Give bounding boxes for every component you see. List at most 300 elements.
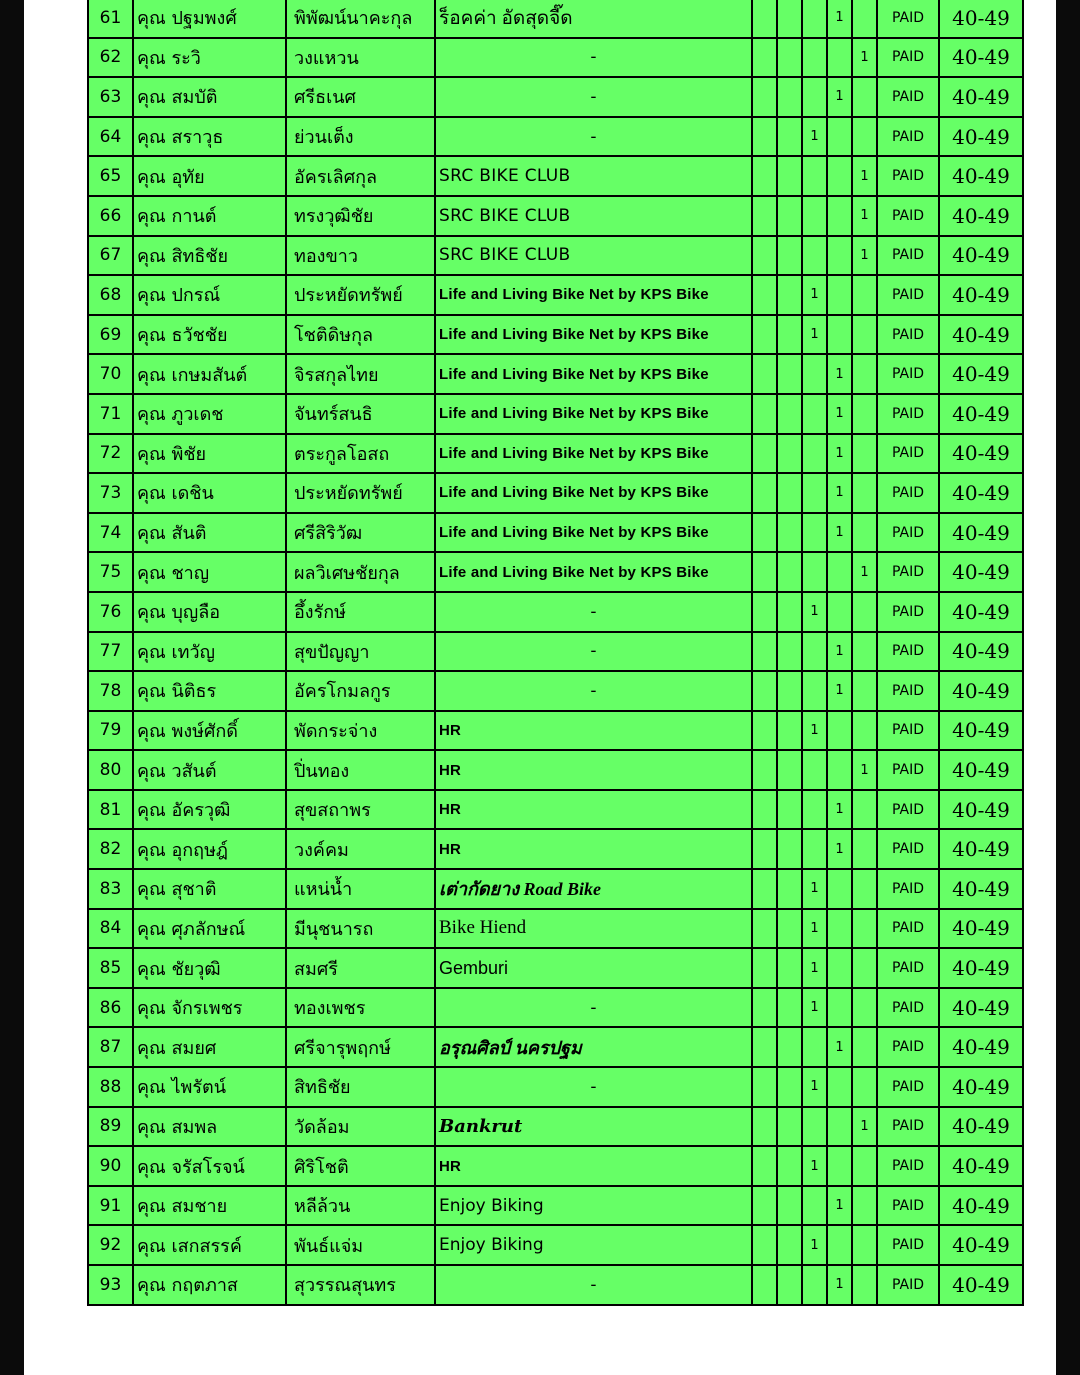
last-name: มีนุชนารถ [286,909,435,949]
row-number: 62 [88,38,133,78]
row-number: 65 [88,156,133,196]
payment-status: PAID [877,354,939,394]
category-cell [827,711,852,751]
payment-status: PAID [877,196,939,236]
category-cell [802,1186,827,1226]
last-name: ทองขาว [286,236,435,276]
team-name: - [435,38,752,78]
first-name: คุณ เทวัญ [133,632,286,672]
category-cell [852,1067,877,1107]
row-number: 72 [88,434,133,474]
age-group: 40-49 [939,0,1023,38]
payment-status: PAID [877,513,939,553]
team-name: Bike Hiend [435,909,752,949]
category-cell [752,1067,777,1107]
category-cell [777,315,802,355]
category-cell: 1 [852,156,877,196]
team-name: - [435,1067,752,1107]
category-cell [752,711,777,751]
category-cell [777,552,802,592]
first-name: คุณ อุกฤษฎ์ [133,829,286,869]
category-cell [777,790,802,830]
category-cell [752,77,777,117]
category-cell [827,236,852,276]
last-name: พัดกระจ่าง [286,711,435,751]
payment-status: PAID [877,0,939,38]
category-cell [802,513,827,553]
payment-status: PAID [877,473,939,513]
category-cell [852,513,877,553]
table-row [88,711,1023,751]
category-cell [827,988,852,1028]
payment-status: PAID [877,1107,939,1147]
payment-status: PAID [877,1027,939,1067]
first-name: คุณ เสกสรรค์ [133,1225,286,1265]
table-row [88,77,1023,117]
category-cell [777,1107,802,1147]
last-name: ทรงวุฒิชัย [286,196,435,236]
category-cell [802,156,827,196]
category-cell [852,1225,877,1265]
category-cell [752,671,777,711]
category-cell [777,671,802,711]
category-cell [752,1265,777,1305]
category-cell [752,196,777,236]
row-number: 81 [88,790,133,830]
table-row [88,315,1023,355]
payment-status: PAID [877,711,939,751]
category-cell: 1 [802,1146,827,1186]
category-cell [852,1186,877,1226]
category-cell [802,196,827,236]
last-name: สุวรรณสุนทร [286,1265,435,1305]
category-cell [777,988,802,1028]
age-group: 40-49 [939,434,1023,474]
category-cell: 1 [827,1186,852,1226]
category-cell [752,473,777,513]
age-group: 40-49 [939,473,1023,513]
table-row [88,1225,1023,1265]
category-cell [777,354,802,394]
team-name: - [435,592,752,632]
category-cell [777,1146,802,1186]
category-cell [752,434,777,474]
category-cell [752,1225,777,1265]
category-cell: 1 [852,750,877,790]
category-cell [777,1265,802,1305]
age-group: 40-49 [939,77,1023,117]
row-number: 89 [88,1107,133,1147]
category-cell: 1 [827,513,852,553]
payment-status: PAID [877,632,939,672]
payment-status: PAID [877,394,939,434]
category-cell: 1 [852,1107,877,1147]
category-cell [852,77,877,117]
first-name: คุณ กานต์ [133,196,286,236]
last-name: จันทร์สนธิ [286,394,435,434]
first-name: คุณ ปกรณ์ [133,275,286,315]
team-name: อรุณศิลป์ นครปฐม [435,1027,752,1067]
category-cell [802,0,827,38]
category-cell [777,909,802,949]
category-cell [852,1265,877,1305]
category-cell: 1 [802,1225,827,1265]
payment-status: PAID [877,236,939,276]
last-name: แหน่น้ำ [286,869,435,909]
category-cell [827,1146,852,1186]
category-cell: 1 [827,790,852,830]
last-name: ย่วนเต็ง [286,117,435,157]
row-number: 71 [88,394,133,434]
team-name: Life and Living Bike Net by KPS Bike [435,354,752,394]
last-name: สมศรี [286,948,435,988]
category-cell: 1 [827,632,852,672]
category-cell [802,1107,827,1147]
age-group: 40-49 [939,632,1023,672]
first-name: คุณ สมยศ [133,1027,286,1067]
category-cell: 1 [802,592,827,632]
row-number: 77 [88,632,133,672]
row-number: 84 [88,909,133,949]
row-number: 69 [88,315,133,355]
category-cell [752,38,777,78]
table-row [88,592,1023,632]
category-cell [777,434,802,474]
table-row [88,750,1023,790]
payment-status: PAID [877,1225,939,1265]
last-name: อึ้งรักษ์ [286,592,435,632]
team-name: SRC BIKE CLUB [435,196,752,236]
table-row [88,513,1023,553]
category-cell [852,394,877,434]
category-cell [852,829,877,869]
category-cell [752,354,777,394]
category-cell [777,592,802,632]
age-group: 40-49 [939,513,1023,553]
first-name: คุณ วสันต์ [133,750,286,790]
category-cell [852,592,877,632]
first-name: คุณ ภูวเดช [133,394,286,434]
category-cell [852,790,877,830]
table-row [88,38,1023,78]
category-cell [777,632,802,672]
age-group: 40-49 [939,711,1023,751]
category-cell [827,275,852,315]
category-cell [777,829,802,869]
category-cell [827,38,852,78]
age-group: 40-49 [939,1265,1023,1305]
payment-status: PAID [877,948,939,988]
payment-status: PAID [877,869,939,909]
last-name: โชติดิษกุล [286,315,435,355]
payment-status: PAID [877,117,939,157]
category-cell [827,750,852,790]
table-row [88,1107,1023,1147]
last-name: อัครโกมลกูร [286,671,435,711]
payment-status: PAID [877,1146,939,1186]
first-name: คุณ จักรเพชร [133,988,286,1028]
age-group: 40-49 [939,829,1023,869]
age-group: 40-49 [939,394,1023,434]
payment-status: PAID [877,909,939,949]
category-cell: 1 [827,394,852,434]
team-name: - [435,988,752,1028]
payment-status: PAID [877,315,939,355]
category-cell [752,117,777,157]
team-name: Life and Living Bike Net by KPS Bike [435,315,752,355]
last-name: ปิ่นทอง [286,750,435,790]
team-name: Life and Living Bike Net by KPS Bike [435,394,752,434]
first-name: คุณ สันติ [133,513,286,553]
category-cell: 1 [827,0,852,38]
payment-status: PAID [877,829,939,869]
team-name: Life and Living Bike Net by KPS Bike [435,513,752,553]
payment-status: PAID [877,1067,939,1107]
table-row [88,434,1023,474]
last-name: พิพัฒน์นาคะกุล [286,0,435,38]
last-name: ผลวิเศษชัยกุล [286,552,435,592]
age-group: 40-49 [939,1186,1023,1226]
category-cell: 1 [802,315,827,355]
row-number: 91 [88,1186,133,1226]
team-name: HR [435,829,752,869]
category-cell [777,156,802,196]
last-name: จิรสกุลไทย [286,354,435,394]
category-cell [777,38,802,78]
table-row [88,1067,1023,1107]
row-number: 66 [88,196,133,236]
row-number: 83 [88,869,133,909]
last-name: วงแหวน [286,38,435,78]
team-name: - [435,1265,752,1305]
age-group: 40-49 [939,275,1023,315]
category-cell [802,38,827,78]
age-group: 40-49 [939,869,1023,909]
age-group: 40-49 [939,1067,1023,1107]
category-cell: 1 [802,988,827,1028]
category-cell [852,275,877,315]
age-group: 40-49 [939,909,1023,949]
first-name: คุณ สมพล [133,1107,286,1147]
team-name: HR [435,711,752,751]
table-row [88,632,1023,672]
team-name: เต่ากัดยาง Road Bike [435,869,752,909]
first-name: คุณ บุญลือ [133,592,286,632]
table-row [88,988,1023,1028]
category-cell [777,1027,802,1067]
table-row [88,829,1023,869]
category-cell [852,1027,877,1067]
table-row [88,948,1023,988]
age-group: 40-49 [939,236,1023,276]
table-row [88,473,1023,513]
category-cell: 1 [802,948,827,988]
payment-status: PAID [877,592,939,632]
table-row [88,275,1023,315]
last-name: ศรีสิริวัฒ [286,513,435,553]
category-cell [852,473,877,513]
category-cell [852,671,877,711]
table-row [88,394,1023,434]
age-group: 40-49 [939,988,1023,1028]
category-cell [827,552,852,592]
table-row [88,552,1023,592]
category-cell: 1 [827,473,852,513]
age-group: 40-49 [939,354,1023,394]
row-number: 61 [88,0,133,38]
table-row [88,1186,1023,1226]
category-cell: 1 [827,77,852,117]
category-cell [827,1107,852,1147]
last-name: ประหยัดทรัพย์ [286,473,435,513]
category-cell [752,988,777,1028]
first-name: คุณ ปฐมพงศ์ [133,0,286,38]
category-cell [827,869,852,909]
first-name: คุณ สิทธิชัย [133,236,286,276]
row-number: 78 [88,671,133,711]
row-number: 88 [88,1067,133,1107]
category-cell [777,0,802,38]
payment-status: PAID [877,988,939,1028]
first-name: คุณ จรัสโรจน์ [133,1146,286,1186]
last-name: ตระกูลโอสถ [286,434,435,474]
category-cell [777,1067,802,1107]
first-name: คุณ เดชิน [133,473,286,513]
row-number: 93 [88,1265,133,1305]
row-number: 87 [88,1027,133,1067]
last-name: สิทธิชัย [286,1067,435,1107]
category-cell [777,196,802,236]
team-name: Enjoy Biking [435,1225,752,1265]
category-cell [752,0,777,38]
last-name: ประหยัดทรัพย์ [286,275,435,315]
first-name: คุณ สมชาย [133,1186,286,1226]
category-cell: 1 [852,552,877,592]
row-number: 76 [88,592,133,632]
category-cell [827,1225,852,1265]
first-name: คุณ ศุภลักษณ์ [133,909,286,949]
category-cell [777,711,802,751]
team-name: Enjoy Biking [435,1186,752,1226]
age-group: 40-49 [939,1225,1023,1265]
table-row [88,156,1023,196]
category-cell [827,909,852,949]
age-group: 40-49 [939,790,1023,830]
category-cell [752,513,777,553]
row-number: 74 [88,513,133,553]
category-cell [802,750,827,790]
first-name: คุณ สมบัติ [133,77,286,117]
payment-status: PAID [877,275,939,315]
category-cell [852,117,877,157]
category-cell [802,473,827,513]
category-cell [777,948,802,988]
category-cell [802,434,827,474]
category-cell [752,394,777,434]
row-number: 82 [88,829,133,869]
payment-status: PAID [877,750,939,790]
category-cell [777,513,802,553]
category-cell [752,315,777,355]
last-name: ศิริโชติ [286,1146,435,1186]
payment-status: PAID [877,1186,939,1226]
category-cell [752,1186,777,1226]
category-cell [852,909,877,949]
category-cell [852,1146,877,1186]
category-cell: 1 [827,1265,852,1305]
table-row [88,1146,1023,1186]
registration-table-body [88,0,1023,1305]
payment-status: PAID [877,790,939,830]
category-cell [777,1225,802,1265]
category-cell [752,1027,777,1067]
table-row [88,0,1023,38]
category-cell [777,869,802,909]
category-cell [827,948,852,988]
age-group: 40-49 [939,552,1023,592]
category-cell [802,790,827,830]
category-cell [852,948,877,988]
row-number: 90 [88,1146,133,1186]
team-name: Life and Living Bike Net by KPS Bike [435,473,752,513]
team-name: ร็อคค่า อัดสุดจี๊ด [435,0,752,38]
age-group: 40-49 [939,671,1023,711]
table-row [88,354,1023,394]
category-cell [777,236,802,276]
category-cell [852,711,877,751]
category-cell: 1 [802,1067,827,1107]
last-name: ทองเพชร [286,988,435,1028]
category-cell [752,552,777,592]
row-number: 79 [88,711,133,751]
category-cell [802,354,827,394]
age-group: 40-49 [939,1027,1023,1067]
category-cell: 1 [802,275,827,315]
category-cell: 1 [852,38,877,78]
team-name: - [435,117,752,157]
team-name: - [435,671,752,711]
team-name: Life and Living Bike Net by KPS Bike [435,275,752,315]
registration-table [87,0,1024,1306]
table-row [88,909,1023,949]
row-number: 64 [88,117,133,157]
team-name: - [435,77,752,117]
category-cell [752,790,777,830]
category-cell: 1 [827,829,852,869]
last-name: ศรีธเนศ [286,77,435,117]
row-number: 80 [88,750,133,790]
category-cell [777,1186,802,1226]
category-cell [852,632,877,672]
category-cell: 1 [802,711,827,751]
category-cell [752,948,777,988]
row-number: 67 [88,236,133,276]
category-cell [752,829,777,869]
category-cell: 1 [827,434,852,474]
first-name: คุณ กฤตภาส [133,1265,286,1305]
category-cell [752,750,777,790]
category-cell [752,236,777,276]
category-cell [802,394,827,434]
age-group: 40-49 [939,117,1023,157]
category-cell [827,592,852,632]
category-cell [827,1067,852,1107]
table-row [88,196,1023,236]
category-cell [752,156,777,196]
table-row [88,790,1023,830]
first-name: คุณ เกษมสันต์ [133,354,286,394]
payment-status: PAID [877,552,939,592]
